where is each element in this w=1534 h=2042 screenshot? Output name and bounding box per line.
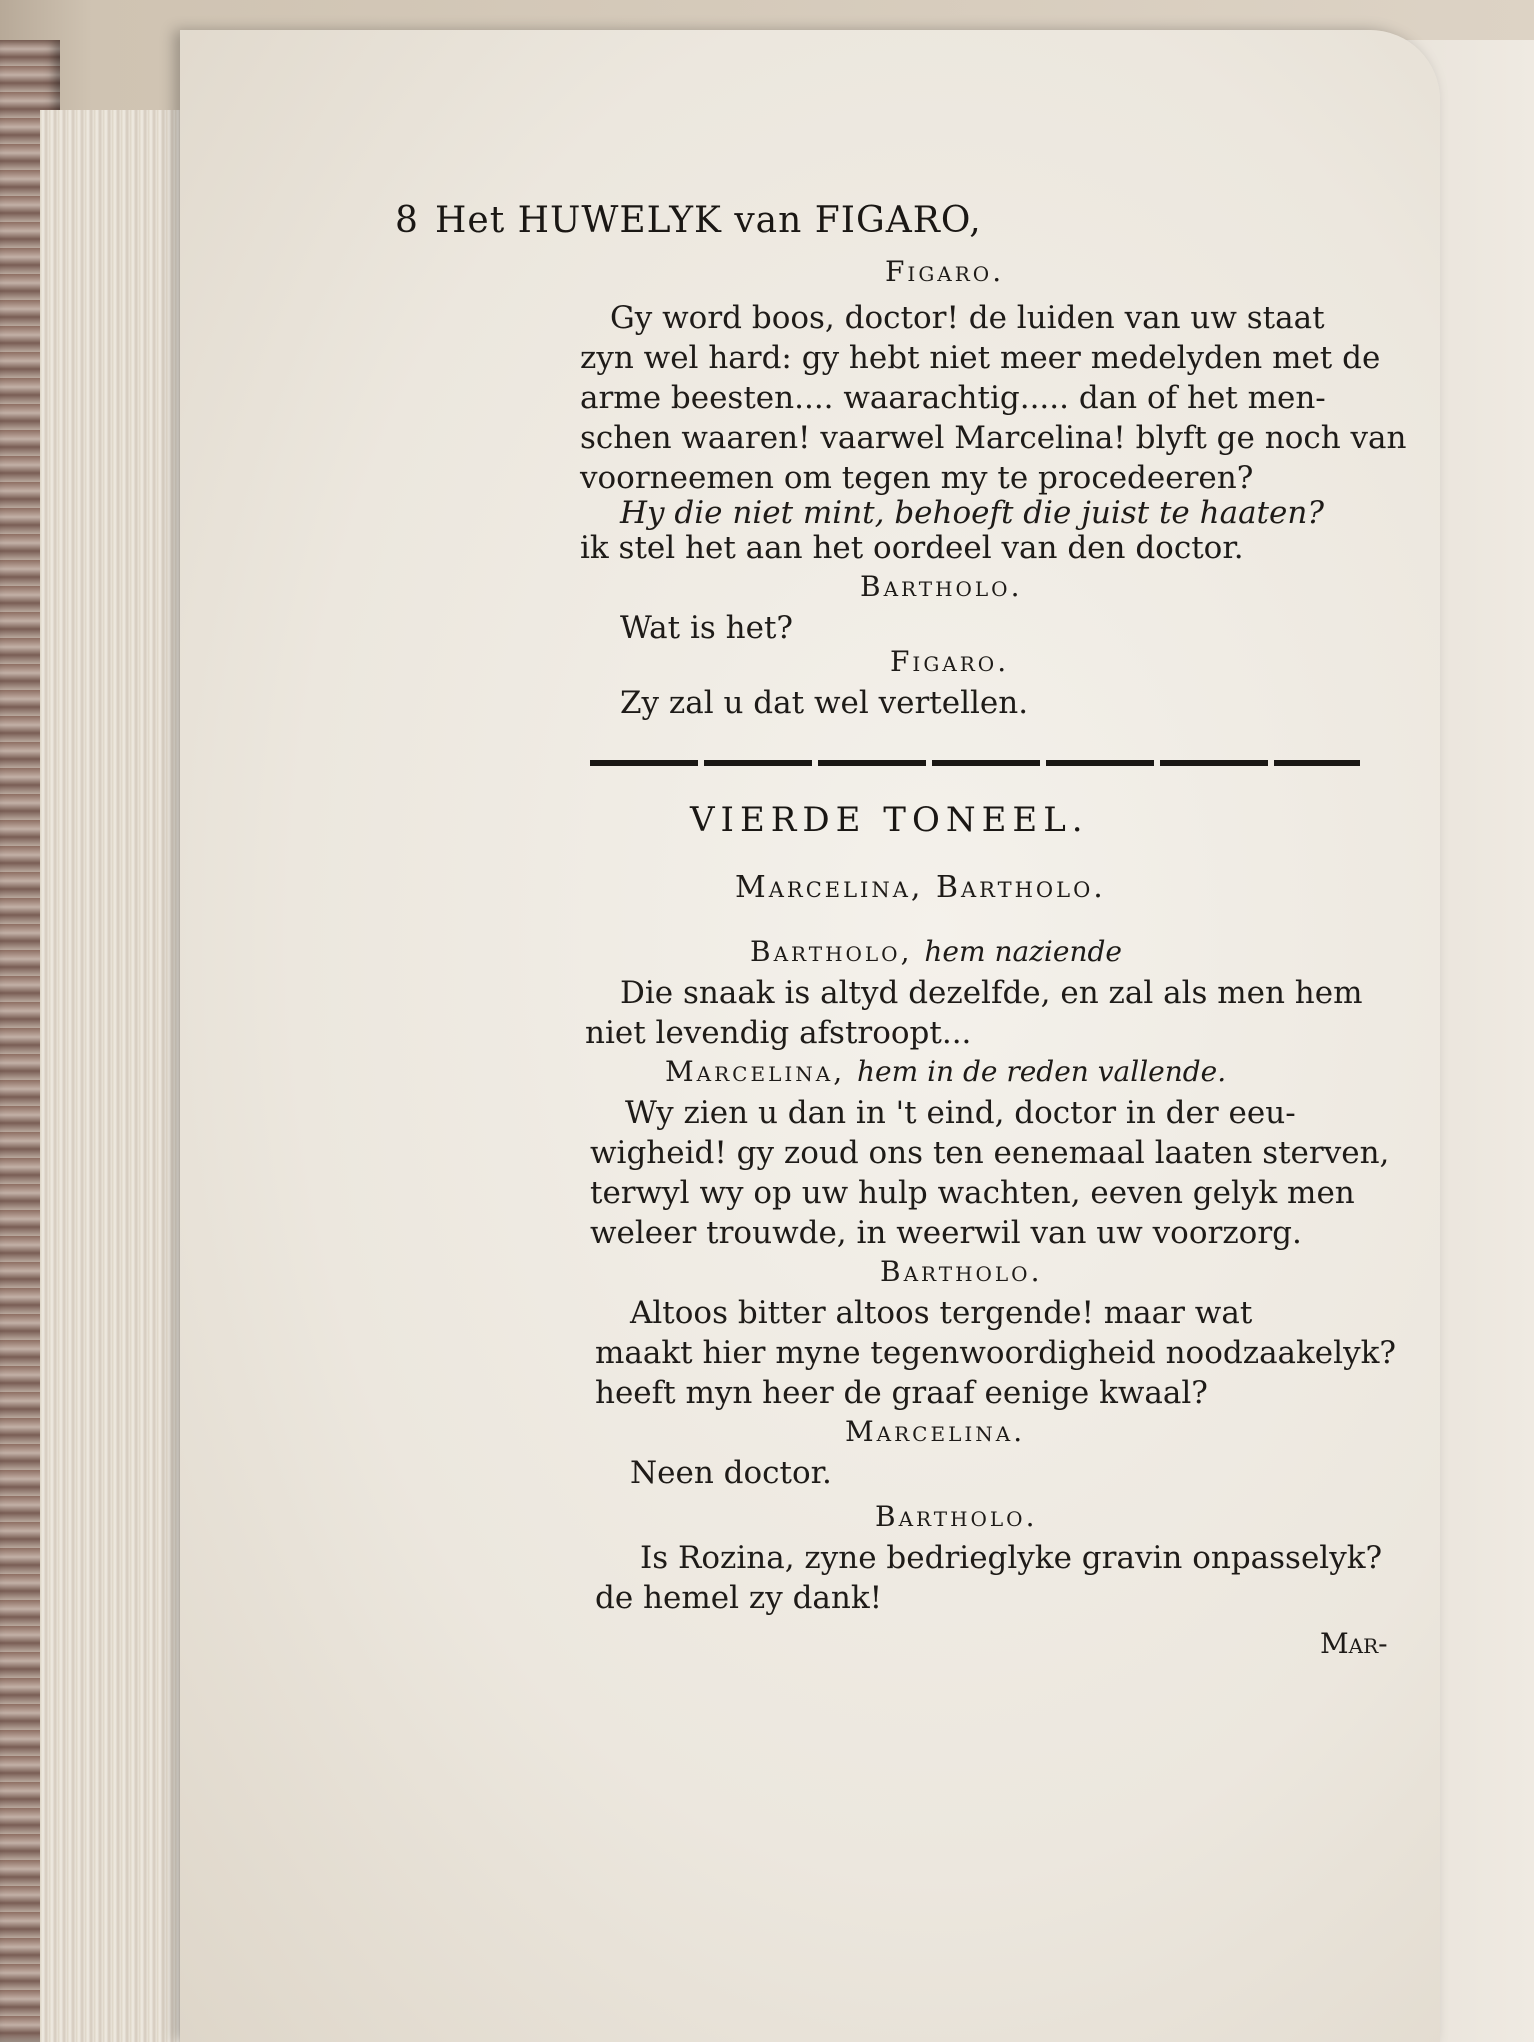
text-line: de hemel zy dank! (595, 1580, 883, 1616)
speaker-bartholo: Bartholo. (880, 1255, 1043, 1288)
text-line: terwyl wy op uw hulp wachten, eeven gelyk men (590, 1175, 1355, 1211)
speaker-line (750, 935, 1122, 968)
speaker-marcelina: Marcelina, (665, 1055, 846, 1088)
scene-title: VIERDE TONEEL. (690, 800, 1089, 840)
text-line: zyn wel hard: gy hebt niet meer medelyden met de (580, 340, 1381, 376)
text-line: maakt hier myne tegenwoordigheid noodzaakelyk? (595, 1335, 1396, 1371)
speaker-bartholo: Bartholo, (750, 935, 913, 968)
scene-divider-rule (590, 760, 1360, 766)
speaker-bartholo: Bartholo. (875, 1500, 1038, 1533)
running-title: Het HUWELYK van FIGARO, (435, 200, 982, 241)
text-line: arme beesten.... waarachtig..... dan of het men- (580, 380, 1326, 416)
scene-characters: Marcelina, Bartholo. (735, 870, 1106, 905)
running-header (395, 200, 1275, 250)
catchword: Mar- (1320, 1627, 1388, 1660)
text-line: Zy zal u dat wel vertellen. (620, 685, 1029, 721)
speaker-bartholo: Bartholo. (860, 570, 1023, 603)
speaker-figaro: Figaro. (885, 255, 1005, 288)
page-edges (40, 110, 190, 2042)
page-number: 8 (395, 200, 418, 241)
text-line: Wy zien u dan in 't eind, doctor in der eeu- (625, 1095, 1296, 1131)
text-line: niet levendig afstroopt... (585, 1015, 972, 1051)
stage-direction: hem naziende (924, 935, 1122, 968)
stage-direction: hem in de reden vallende. (857, 1055, 1227, 1088)
text-line: Is Rozina, zyne bedrieglyke gravin onpasselyk? (640, 1540, 1383, 1576)
text-line-italic: Hy die niet mint, behoeft die juist te haaten? (620, 495, 1324, 531)
text-line: wigheid! gy zoud ons ten eenemaal laaten sterven, (590, 1135, 1390, 1171)
text-line: schen waaren! vaarwel Marcelina! blyft ge noch van (580, 420, 1407, 456)
text-line: heeft myn heer de graaf eenige kwaal? (595, 1375, 1208, 1411)
text-line: Gy word boos, doctor! de luiden van uw staat (610, 300, 1325, 336)
text-line: ik stel het aan het oordeel van den doctor. (580, 530, 1244, 566)
text-line: voorneemen om tegen my te procedeeren? (580, 460, 1254, 496)
text-line: Die snaak is altyd dezelfde, en zal als men hem (620, 975, 1363, 1011)
speaker-marcelina: Marcelina. (845, 1415, 1026, 1448)
text-line: Wat is het? (620, 610, 794, 646)
speaker-line (665, 1055, 1226, 1088)
text-line: weleer trouwde, in weerwil van uw voorzorg. (590, 1215, 1302, 1251)
text-line: Neen doctor. (630, 1455, 832, 1491)
text-line: Altoos bitter altoos tergende! maar wat (630, 1295, 1253, 1331)
speaker-figaro: Figaro. (890, 645, 1010, 678)
